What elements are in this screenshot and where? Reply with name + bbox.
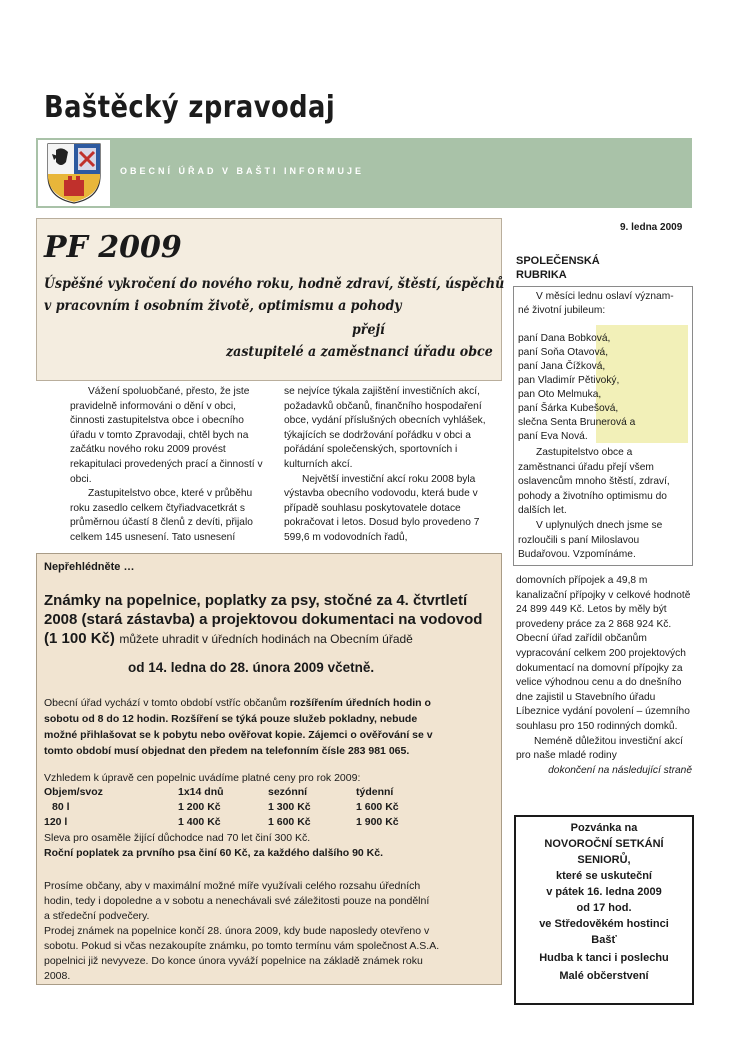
invitation-line: SENIORŮ, bbox=[577, 854, 631, 866]
notice-hours-line: možné přihlašovat se k pobytu nebo ověřovat kopie. Zájemci o ověřování se v bbox=[44, 729, 433, 741]
masthead-title: Baštěcký zpravodaj bbox=[44, 90, 336, 125]
price-table-header: sezónní bbox=[268, 786, 308, 798]
article-column-1 bbox=[70, 385, 270, 546]
price-intro: Vzhledem k úpravě cen popelnic uvádíme platné ceny pro rok 2009: bbox=[44, 772, 361, 784]
jubilee-name: paní Šárka Kubešová, bbox=[518, 403, 619, 414]
coat-of-arms-icon bbox=[38, 140, 110, 206]
invitation-line: od 17 hod. bbox=[576, 902, 632, 914]
social-heading-line: SPOLEČENSKÁ bbox=[516, 255, 600, 267]
invitation-line: Malé občerstvení bbox=[559, 970, 649, 982]
jubilee-name: paní Dana Bobková, bbox=[518, 333, 611, 344]
notice-headline: Známky na popelnice, poplatky za psy, stočné za 4. čtvrtletí bbox=[44, 592, 468, 609]
invitation-line: Bašť bbox=[591, 934, 617, 946]
jubilee-name: paní Eva Nová. bbox=[518, 431, 588, 442]
article-paragraph: se nejvíce týkala zajištění investičních akcí, požadavků občanů, finančního hospodaření obce, vydání příslušných obecních vyhlášek, týkajících se dodržování pořádku v obci a pořádání společenských, sportovních i kulturních akcí. bbox=[284, 386, 486, 470]
jubilee-name: paní Jana Čížková, bbox=[518, 361, 606, 372]
notice-amount: (1 100 Kč) bbox=[44, 630, 115, 647]
notice-headline: 2008 (stará zástavba) a projektovou dokumentaci na vodovod bbox=[44, 611, 483, 628]
greeting-line: v pracovním i osobním životě, optimismu a pohody bbox=[44, 298, 402, 314]
article-paragraph: Vážení spoluobčané, přesto, že jste pravidelně informováni o dění v obci, činnosti zastupitelstva obce i obecního úřadu v tomto Zpravodaji, chtěl bych na začátku nového roku 2009 provést rekapitulaci provedených prací a činností v obci. bbox=[70, 386, 263, 485]
price-table-cell: 1 900 Kč bbox=[356, 816, 399, 828]
price-table-cell: 1 300 Kč bbox=[268, 801, 311, 813]
article-paragraph: Největší investiční akcí roku 2008 byla výstavba obecního vodovodu, která bude v případě souhlasu poskytovatele dotace pokračovat i letos. Dosud bylo provedeno 7 599,6 m vodovodních řadů, bbox=[284, 473, 480, 543]
price-table-header: 1x14 dnů bbox=[178, 786, 224, 798]
invitation-line: Hudba k tanci i poslechu bbox=[539, 952, 669, 964]
social-heading bbox=[516, 254, 600, 282]
notice-text: Obecní úřad vychází v tomto období vstříc občanům bbox=[44, 697, 287, 709]
social-text bbox=[518, 446, 690, 563]
greeting-line: Úspěšné vykročení do nového roku, hodně zdraví, štěstí, úspěchů bbox=[44, 276, 505, 292]
notice-text: můžete uhradit v úředních hodinách na Obecním úřadě bbox=[119, 632, 413, 646]
invitation-line: NOVOROČNÍ SETKÁNÍ bbox=[544, 838, 664, 850]
article-column-2 bbox=[284, 385, 496, 546]
notice-hours-line: tomto období musí objednat den předem na telefonním čísle 283 981 065. bbox=[44, 745, 410, 757]
invitation-line: ve Středověkém hostinci bbox=[539, 918, 669, 930]
jubilee-name: pan Vladimír Pětivoký, bbox=[518, 375, 620, 386]
jubilee-name: paní Soňa Otavová, bbox=[518, 347, 609, 358]
sales-line: popelnici již nevyveze. Do konce února vyváží popelnice na základě známek roku bbox=[44, 955, 423, 967]
invitation-line: které se uskuteční bbox=[556, 870, 652, 882]
price-table-cell: 1 600 Kč bbox=[356, 801, 399, 813]
price-table-cell: 1 200 Kč bbox=[178, 801, 221, 813]
social-intro: né životní jubileum: bbox=[518, 305, 606, 316]
social-intro: V měsíci lednu oslaví význam- bbox=[536, 291, 674, 302]
social-heading-line: RUBRIKA bbox=[516, 269, 567, 281]
article-paragraph: domovních přípojek a 49,8 m kanalizační přípojky v celkové hodnotě 24 899 449 Kč. Letos by měly být provedeny práce za 2 868 924 Kč. Obecní úřad zařídil občanům vypracování celkem 200 projektových dokumentací na domovní přípojky za velice výhodnou cenu a do dnešního dne zajistil u Stavebního úřadu Líbeznice vydání povolení – územního souhlasu pro 150 rodinných domků. bbox=[516, 575, 691, 732]
greeting-signature: zastupitelé a zaměstnanci úřadu obce bbox=[226, 344, 493, 360]
sales-line: Prodej známek na popelnice končí 28. února 2009, kdy bude naposledy otevřeno v bbox=[44, 925, 430, 937]
request-line: a středeční podvečery. bbox=[44, 910, 150, 922]
jubilee-name: slečna Senta Brunerová a bbox=[518, 417, 636, 428]
sales-line: 2008. bbox=[44, 970, 71, 982]
notice-hours-line: sobotu od 8 do 12 hodin. Rozšíření se týká pouze služeb pokladny, nebude bbox=[44, 713, 418, 725]
price-table-cell: 80 l bbox=[52, 801, 70, 813]
price-table-cell: 1 400 Kč bbox=[178, 816, 221, 828]
article-column-3 bbox=[516, 574, 692, 778]
notice-hours-line bbox=[44, 697, 431, 709]
price-table-cell: 1 600 Kč bbox=[268, 816, 311, 828]
social-farewell: V uplynulých dnech jsme se rozloučili s paní Miloslavou Budařovou. Vzpomínáme. bbox=[518, 519, 663, 561]
banner-text: OBECNÍ ÚŘAD V BAŠTI INFORMUJE bbox=[120, 166, 365, 176]
greeting-title: PF 2009 bbox=[44, 230, 182, 265]
article-paragraph: Zastupitelstvo obce, které v průběhu roku zasedlo celkem čtyřiadvacetkrát s průměrnou účastí 8 členů z devíti, přijalo celkem 145 usnesení. Tato usnesení bbox=[70, 488, 253, 543]
continuation-note: dokončení na následující straně bbox=[548, 764, 692, 776]
jubilee-name: pan Oto Melmuka, bbox=[518, 389, 602, 400]
dog-fee-note: Roční poplatek za prvního psa činí 60 Kč, za každého dalšího 90 Kč. bbox=[44, 847, 384, 859]
issue-date: 9. ledna 2009 bbox=[620, 222, 683, 233]
invitation-line: Pozvánka na bbox=[570, 822, 638, 834]
notice-dates: od 14. ledna do 28. února 2009 včetně. bbox=[128, 660, 375, 675]
discount-note: Sleva pro osaměle žijící důchodce nad 70 let činí 300 Kč. bbox=[44, 832, 311, 844]
notice-text: rozšířením úředních hodin o bbox=[289, 697, 431, 709]
sales-line: sobotu. Pokud si včas nezakoupíte známku, po tomto termínu vám společnost A.S.A. bbox=[44, 940, 440, 952]
price-table-cell: 120 l bbox=[44, 816, 68, 828]
price-table-header: týdenní bbox=[356, 786, 394, 798]
notice-heading: Nepřehlédněte … bbox=[44, 561, 135, 573]
request-line: hodin, tedy i dopoledne a v sobotu a nenechávali své záležitosti pouze na pondělní bbox=[44, 895, 430, 907]
request-line: Prosíme občany, aby v maximální možné míře využívali celého rozsahu úředních bbox=[44, 880, 421, 892]
notice-headline bbox=[44, 630, 413, 648]
invitation-line: v pátek 16. ledna 2009 bbox=[546, 886, 662, 898]
price-table-header: Objem/svoz bbox=[44, 786, 103, 798]
article-paragraph: Neméně důležitou investiční akcí pro naše mladé rodiny bbox=[516, 735, 683, 762]
greeting-line: přejí bbox=[352, 322, 385, 338]
social-wish: Zastupitelstvo obce a zaměstnanci úřadu přejí všem oslavencům mnoho štěstí, zdraví, pohody a životního optimismu do dalších let. bbox=[518, 447, 670, 517]
